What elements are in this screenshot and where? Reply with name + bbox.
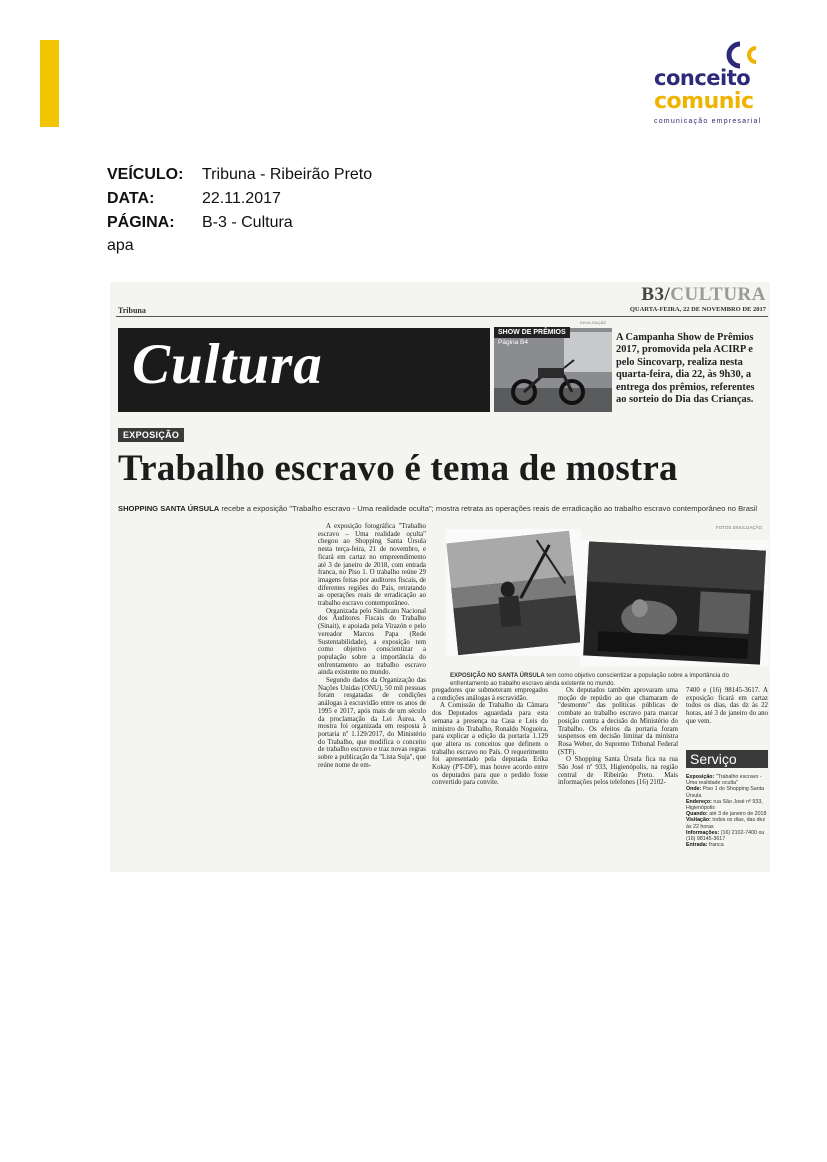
meta-key: DATA: (107, 190, 155, 207)
service-value: "Trabalho escravo - Uma realidade oculta" (686, 774, 762, 787)
service-value: (16) 2102-7400 ou (16) 98145-3617 (686, 829, 765, 843)
service-value: franca (708, 842, 724, 849)
camp-photo (580, 540, 769, 666)
service-box (686, 774, 768, 848)
company-logo (648, 40, 798, 130)
page-number: B3/ (641, 284, 671, 305)
worker-photo (446, 529, 581, 656)
service-box-title: Serviço (686, 750, 768, 768)
article-tag: EXPOSIÇÃO (118, 428, 184, 442)
paragraph: A Comissão de Trabalho da Câmara dos Deputados aguardada para esta semana a presença na Casa e Leis do ministro do Trabalho, Ronaldo Nogueira, para explicar a edição da portaria 1.129 que altera os conceitos que definem o trabalho escravo no País. O requerimento foi apresentado pela deputada Erika Kokay (PT-DF), mas houve acordo entre os deputados para que o pedido fosse convertido para convite. (432, 702, 548, 787)
paragraph: O Shopping Santa Úrsula fica na rua São José nº 933, Higienópolis, na região central de Ribeirão Preto. Mais informações pelos telefones (16) 2102- (558, 756, 678, 787)
article-column-3 (558, 687, 678, 787)
article-headline: Trabalho escravo é tema de mostra (118, 448, 678, 489)
article-column-4 (686, 687, 768, 726)
meta-key: VEÍCULO: (107, 166, 184, 183)
page-code (641, 284, 766, 306)
logo-tagline: comunicação empresarial (654, 118, 762, 125)
paragraph: pregadores que submeteram empregados a condições análogas à escravidão. (432, 687, 548, 702)
caption-text: tem como objetivo conscientizar a população sobre a importância do enfrentamento ao trabalho escravo ainda existente no mundo. (450, 673, 729, 687)
service-line (686, 786, 768, 798)
meta-key: apa (107, 237, 134, 254)
paragraph: A exposição fotográfica "Trabalho escravo – Uma realidade oculta" chegou ao Shopping Santa Úrsula nesta terça-feira, 21 de novembro, e ficará em cartaz no empreendimento até 3 de janeiro de 2018, com entrada franca, no Piso 1. O trabalho reúne 29 imagens feitas por auditores fiscais, de diferentes regiões do País, retratando as operações reais de erradicação ao trabalho escravo contemporâneo. (318, 523, 426, 608)
paragraph: 7400 e (16) 98145-3617. A exposição ficará em cartaz todos os dias, das dz às 22 horas, até 3 de janeiro do ano que vem. (686, 687, 768, 725)
exhibit-photo-2 (580, 540, 769, 666)
meta-value: Tribuna - Ribeirão Preto (202, 166, 373, 183)
service-value: até 3 de janeiro de 2018 (709, 811, 767, 818)
paragraph: Os deputados também aprovaram uma moção de repúdio ao que chamaram de "desmonte" das políticas públicas de combate ao trabalho escravo para marcar posição contra a decisão do Ministério do Trabalho. Os efeitos da portaria foram suspensos em decisão liminar da ministra Rosa Weber, do Supremo Tribunal Federal (STF). (558, 687, 678, 756)
service-value: todos os dias, das dez às 22 horas (686, 817, 766, 830)
meta-key: PÁGINA: (107, 214, 175, 231)
promo-subtitle: Página B4 (498, 339, 528, 346)
paper-name: Tribuna (118, 306, 146, 315)
service-key: Informações: (686, 829, 720, 836)
meta-value: B-3 - Cultura (202, 214, 293, 231)
article-lede (118, 504, 757, 513)
service-line (686, 830, 768, 842)
paragraph: Organizada pelo Sindicato Nacional dos Auditores Fiscais do Trabalho (Sinait), e apoiada pela Virazón e pelo vereador Marcos Papa (Rede Sustentabilidade), a exposição tem como objetivo conscientizar a população sobre a importância do enfrentamento ao trabalho escravo ainda existente no mundo. (318, 607, 426, 677)
service-value: rua São José nº 933, Higienópolis (686, 798, 763, 812)
lede-bold: SHOPPING SANTA ÚRSULA (118, 504, 220, 513)
service-line (686, 799, 768, 811)
service-line (686, 817, 768, 829)
service-key: Exposição: (686, 774, 715, 780)
issue-date: QUARTA-FEIRA, 22 DE NOVEMBRO DE 2017 (629, 306, 766, 313)
service-key: Endereço: (686, 798, 712, 805)
article-column-2 (432, 687, 548, 787)
service-line (686, 842, 768, 848)
service-value: Piso 1 do Shopping Santa Úrsula (686, 786, 765, 799)
promo-credit: DIVULGAÇÃO (580, 320, 607, 325)
paragraph: Segundo dados da Organização das Nações Unidas (ONU), 50 mil pessoas foram resgatadas de condições análogas à escravidão entre os anos de 1995 e 2017, após mais de um século da proclamação da Lei Áurea. A mostra foi organizada em resposta à portaria nº 1.129/2017, do Ministério do Trabalho, que modifica o conceito de trabalho escravo e traz novas regras sobre a publicação da "Lista Suja", que reúne nome de em- (318, 677, 426, 769)
accent-bar (40, 40, 59, 127)
service-key: Entrada: (686, 842, 708, 849)
service-key: Onde: (686, 786, 702, 793)
photo-credit: FOTOS DIVULGAÇÃO (716, 525, 763, 530)
caption-bold: EXPOSIÇÃO NO SANTA ÚRSULA (450, 673, 545, 679)
promo-label: SHOW DE PRÊMIOS (494, 327, 570, 338)
promo-text: A Campanha Show de Prêmios 2017, promovida pela ACIRP e pelo Sincovarp, realiza nesta quarta-feira, dia 22, às 9h30, a entrega dos prêmios, referentes ao sorteio do Dia das Crianças. (616, 332, 755, 406)
meta-value: 22.11.2017 (202, 190, 281, 207)
newspaper-clipping (110, 282, 770, 872)
service-key: Visitação: (686, 817, 711, 824)
lede-text: recebe a exposição "Trabalho escravo - Uma realidade oculta"; mostra retrata as operações reais de erradicação ao trabalho escravo contemporâneo no Brasil (221, 504, 758, 513)
section-name: CULTURA (670, 284, 766, 305)
exhibit-photo-1 (446, 529, 581, 656)
photo-caption (450, 673, 750, 688)
service-key: Quando: (686, 811, 708, 818)
logo-line-2: comunic (654, 89, 754, 114)
article-column-1 (318, 523, 426, 770)
header-rule (116, 316, 768, 317)
section-banner-title: Cultura (132, 333, 323, 396)
service-line (686, 774, 768, 786)
logo-line-1: conceito (654, 66, 751, 90)
